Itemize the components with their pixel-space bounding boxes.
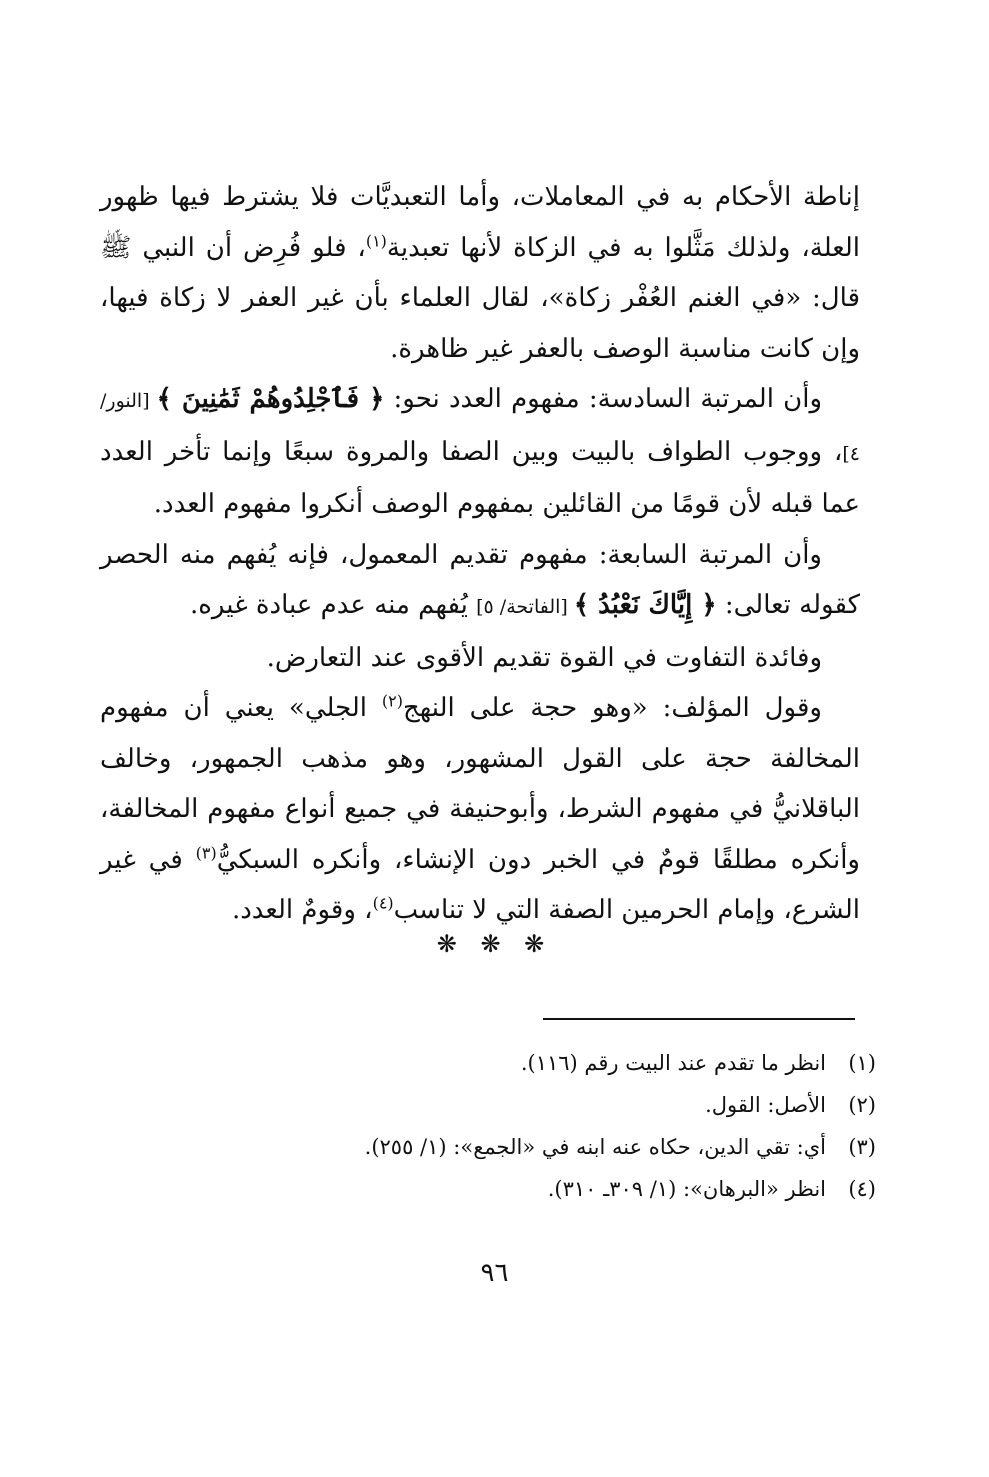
footnote-ref-1[interactable]: (١) [365,230,387,250]
footnote-text: انظر ما تقدم عند البيت رقم (١١٦). [520,1051,826,1075]
verse-reference-al-fatiha: [الفاتحة/ ٥] [476,596,574,618]
footnote-number: (٣) [848,1135,876,1159]
footnote-item [160,1084,876,1126]
quran-verse-an-nur: ﴿ فَٱجْلِدُوهُمْ ثَمَٰنِينَ ﴾ [156,384,385,414]
footnote-item [160,1042,876,1084]
footnote-number: (٢) [848,1093,876,1117]
section-separator: ❋ ❋ ❋ [436,930,553,958]
paragraph-1 [100,172,860,374]
paragraph-2-text-a: وأن المرتبة السادسة: مفهوم العدد نحو: [384,384,823,414]
footnote-text: الأصل: القول. [705,1093,826,1117]
footnote-ref-3[interactable]: (٣) [195,842,217,862]
footnote-number: (١) [848,1051,876,1075]
paragraph-2 [100,374,860,530]
footnotes [160,1042,876,1210]
paragraph-1-text-a: إناطة الأحكام به في المعاملات، وأما التعبديَّات فلا يشترط فيها ظهور العلة، ولذلك مَثَّلوا به في الزكاة لأنها تعبدية [100,182,860,263]
footnote-text: انظر «البرهان»: (١/ ٣٠٩ـ ٣١٠). [547,1177,826,1201]
footnote-item [160,1168,876,1210]
paragraph-5-text-a: وقول المؤلف: «وهو حجة على النهج [403,693,822,723]
paragraph-3-text-a: وأن المرتبة السابعة: مفهوم تقديم المعمول، فإنه يُفهم منه الحصر كقوله تعالى: [100,539,860,620]
quran-verse-al-fatiha: ﴿ إِيَّاكَ نَعْبُدُ ﴾ [573,590,717,620]
paragraph-5-text-c: في غير الشرع، وإمام الحرمين الصفة التي لا تناسب [100,844,860,925]
footnote-item [160,1126,876,1168]
footnote-text: أي: تقي الدين، حكاه عنه ابنه في «الجمع»: (١/ ٢٥٥). [364,1135,826,1159]
paragraph-3 [100,530,860,633]
footnote-ref-2[interactable]: (٢) [381,691,404,711]
verse-reference-an-nur: [النور/ ٤] [100,390,860,465]
paragraph-4: وفائدة التفاوت في القوة تقديم الأقوى عند التعارض. [266,642,822,673]
paragraph-5-text-b: الجلي» يعني أن مفهوم المخالفة حجة على القول المشهور، وهو مذهب الجمهور، وخالف الباقلانيُّ في مفهوم الشرط، وأبوحنيفة في جميع أنواع مفهوم المخالفة، وأنكره مطلقًا قومٌ في الخبر دون الإنشاء، وأنكره السبكيُّ [100,693,860,875]
paragraph-1-text-b: ، فلو فُرِض أن النبي ﷺ قال: «في الغنم العُفْر زكاة»، لقال العلماء بأن غير العفر لا زكاة فيها، وإن كانت مناسبة الوصف بالعفر غير ظاهرة. [100,232,860,364]
paragraph-3-text-b: يُفهم منه عدم عبادة غيره. [189,590,477,620]
paragraph-5 [100,683,860,936]
paragraph-2-text-b: ، ووجوب الطواف بالبيت وبين الصفا والمروة سبعًا وإنما تأخر العدد عما قبله لأن قومًا من القائلين بمفهوم الوصف أنكروا مفهوم العدد. [100,436,860,519]
footnote-divider [543,1018,855,1020]
main-text [100,172,860,936]
footnote-number: (٤) [848,1177,876,1201]
footnote-ref-4[interactable]: (٤) [372,893,394,913]
paragraph-5-text-d: ، وقومٌ العدد. [231,895,373,925]
page-number: ٩٦ [480,1258,509,1288]
